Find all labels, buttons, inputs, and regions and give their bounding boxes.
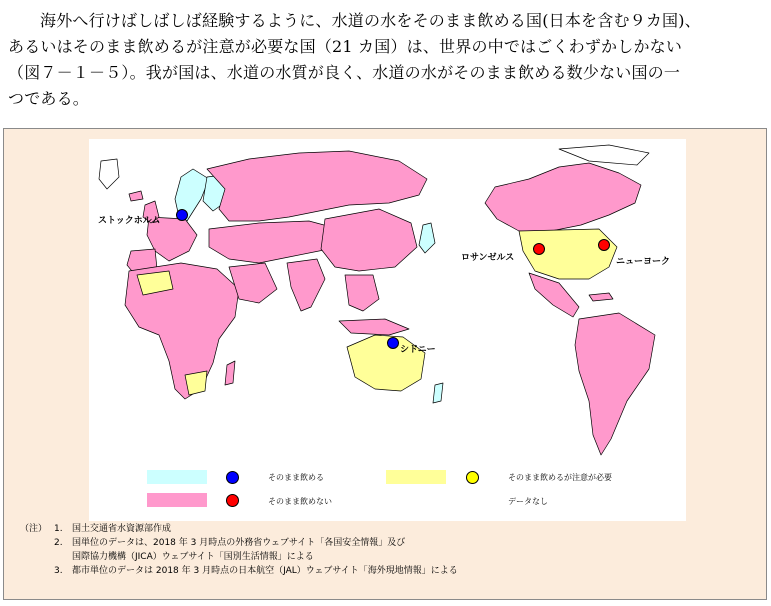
region-usa: [519, 229, 617, 279]
paragraph-line: 海外へ行けばしばしば経験するように、水道の水をそのまま飲める国(日本を含む９カ国)、: [40, 11, 701, 30]
region-iceland: [129, 191, 143, 201]
region-caribbean: [589, 293, 613, 301]
region-india: [287, 259, 325, 311]
legend-label-not-drinkable: そのまま飲めない: [268, 497, 332, 506]
region-madagascar: [225, 361, 235, 385]
legend-label-drinkable: そのまま飲める: [268, 473, 324, 482]
legend-dot-red: [226, 494, 239, 507]
region-east-asia: [321, 209, 417, 271]
legend-dot-blue: [226, 471, 239, 484]
legend-label-caution: そのまま飲めるが注意が必要: [508, 473, 612, 482]
legend-swatch-not-drinkable: [147, 493, 207, 507]
note-text: 都市単位のデータは 2018 年 3 月時点の日本航空（JAL）ウェブサイト「海外現地情報」による: [72, 566, 458, 576]
region-japan: [419, 223, 435, 253]
region-central-asia: [209, 221, 339, 263]
notes-head: （注）: [20, 524, 48, 534]
note-text: 国単位のデータは、2018 年 3 月時点の外務省ウェブサイト「各国安全情報」及び: [72, 538, 406, 548]
label-stockholm: ストックホルム: [98, 216, 161, 226]
region-indonesia: [339, 319, 409, 335]
paragraph-line: あるいはそのまま飲めるが注意が必要な国（21 カ国）は、世界の中ではごくわずかしかない: [8, 37, 683, 56]
label-new-york: ニューヨーク: [616, 257, 671, 267]
region-canada: [485, 163, 641, 231]
label-sydney: シドニー: [400, 345, 436, 355]
figure-panel: [3, 128, 767, 600]
note-number: 3.: [54, 566, 63, 576]
note-number: 2.: [54, 538, 63, 548]
figure-notes: [20, 522, 760, 578]
marker-sydney: [387, 337, 399, 349]
region-arctic-islands: [559, 145, 649, 165]
intro-paragraph: [8, 8, 764, 112]
world-map: [89, 139, 686, 521]
marker-los-angeles: [533, 243, 545, 255]
label-los-angeles: ロサンゼルス: [461, 253, 515, 263]
region-southeast-asia: [345, 275, 379, 311]
legend-swatch-caution: [386, 470, 446, 484]
marker-new-york: [598, 239, 610, 251]
note-number: 1.: [54, 524, 63, 534]
region-new-zealand: [433, 383, 443, 403]
region-south-america: [575, 313, 655, 455]
paragraph-line: つである。: [8, 89, 90, 108]
region-russia: [207, 151, 427, 221]
region-central-america: [529, 273, 579, 317]
paragraph-line: （図７－１－５）。我が国は、水道の水質が良く、水道の水がそのまま飲める数少ない国の一: [8, 63, 681, 82]
region-greenland: [99, 159, 119, 189]
legend-label-no-data: データなし: [508, 497, 548, 506]
world-map-panel: [89, 139, 686, 521]
marker-stockholm: [176, 209, 188, 221]
region-southern-africa-caution: [185, 371, 207, 395]
legend-swatch-drinkable: [147, 470, 207, 484]
legend-dot-yellow: [466, 471, 479, 484]
note-text: 国際協力機構（JICA）ウェブサイト「国別生活情報」による: [72, 552, 314, 562]
note-text: 国土交通省水資源部作成: [72, 524, 172, 534]
